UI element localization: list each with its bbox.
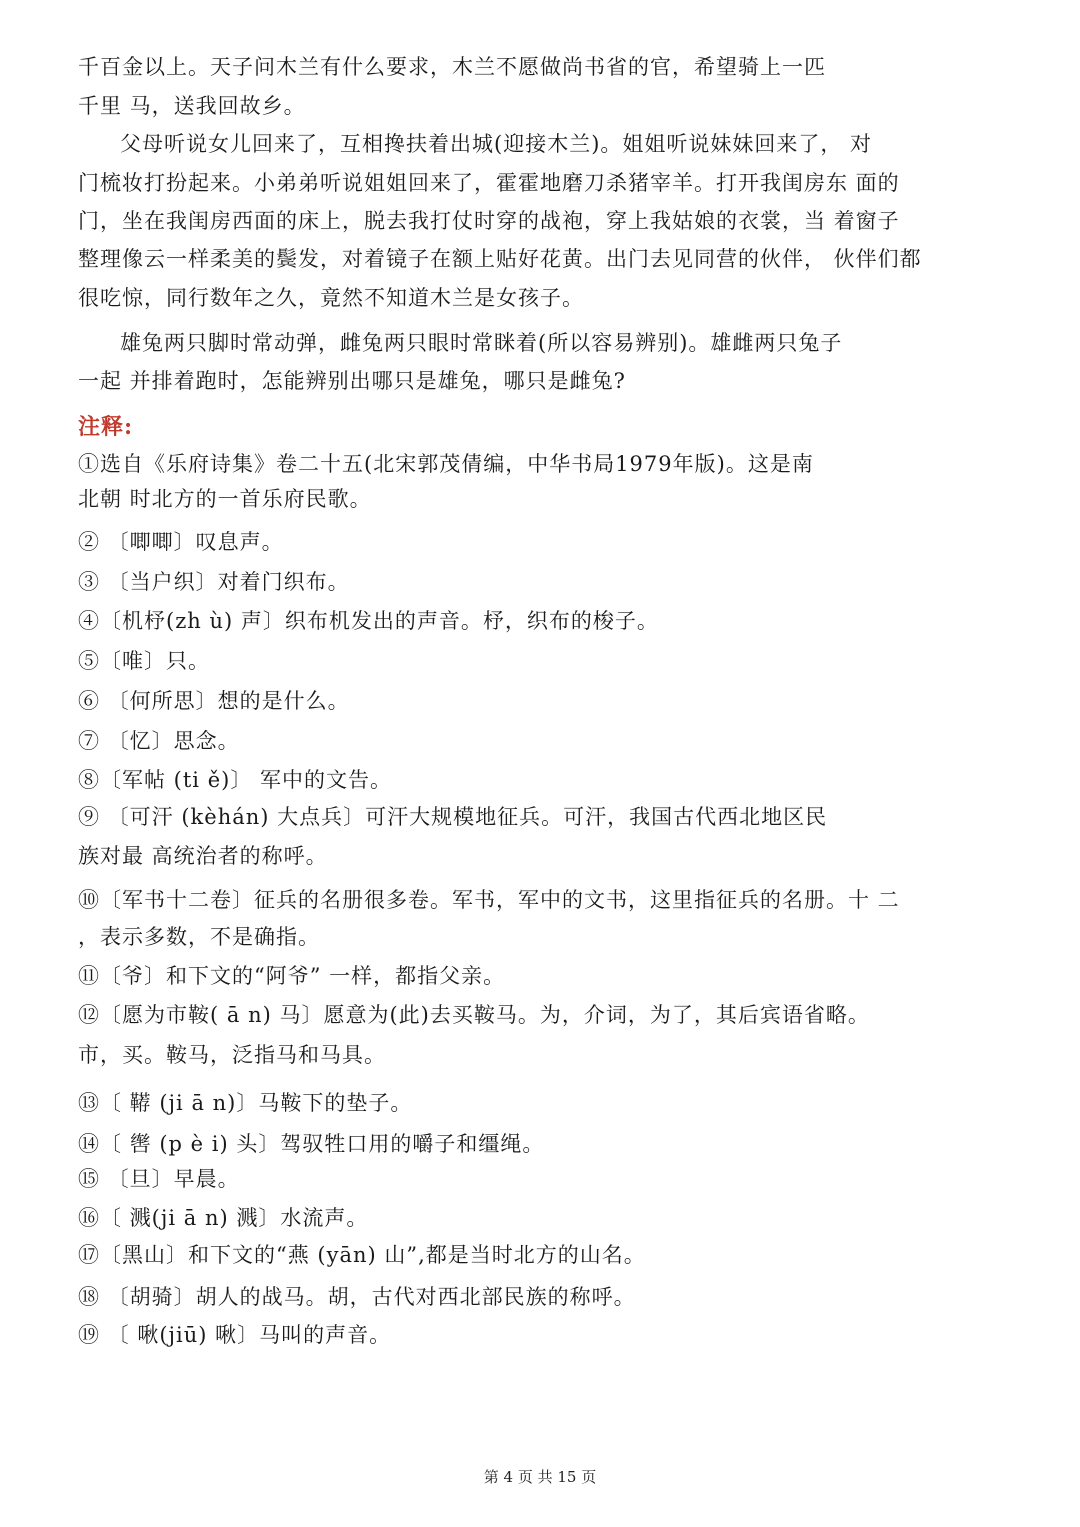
note-line: 族对最 高统治者的称呼。 (78, 844, 328, 868)
note-item: ⑱ 〔胡骑〕胡人的战马。胡，古代对西北部民族的称呼。 (78, 1285, 636, 1309)
note-item: ③ 〔当户织〕对着门织布。 (78, 570, 350, 594)
note-line: 市，买。鞍马，泛指马和马具。 (78, 1043, 386, 1067)
note-item: ⑮ 〔旦〕早晨。 (78, 1167, 240, 1191)
paragraph-line: 门梳妆打扮起来。小弟弟听说姐姐回来了，霍霍地磨刀杀猪宰羊。打开我闺房东 面的 (78, 171, 900, 195)
paragraph-line: 很吃惊，同行数年之久，竟然不知道木兰是女孩子。 (78, 286, 584, 310)
notes-heading: 注释: (78, 414, 134, 440)
note-item: ⑧〔军帖 (ti ě)〕 军中的文告。 (78, 768, 392, 792)
note-item: ② 〔唧唧〕叹息声。 (78, 530, 284, 554)
paragraph-line: 一起 并排着跑时，怎能辨别出哪只是雄兔，哪只是雌兔? (78, 369, 626, 393)
note-item: ④〔机杼(zh ù) 声〕织布机发出的声音。杼，织布的梭子。 (78, 609, 659, 633)
paragraph-line: 千里 马，送我回故乡。 (78, 94, 306, 118)
paragraph-line: 整理像云一样柔美的鬓发，对着镜子在额上贴好花黄。出门去见同营的伙伴， 伙伴们都 (78, 247, 922, 271)
note-line: ，表示多数，不是确指。 (78, 925, 320, 949)
note-line: ⑫〔愿为市鞍( ā n) 马〕愿意为(此)去买鞍马。为，介词，为了，其后宾语省略。 (78, 1003, 870, 1027)
note-item: ⑤〔唯〕只。 (78, 649, 210, 673)
note-line: ⑩〔军书十二卷〕征兵的名册很多卷。军书，军中的文书，这里指征兵的名册。十 二 (78, 888, 900, 912)
note-item: ⑲ 〔 啾(jiū) 啾〕马叫的声音。 (78, 1323, 392, 1347)
paragraph-line: 门，坐在我闺房西面的床上，脱去我打仗时穿的战袍，穿上我姑娘的衣裳，当 着窗子 (78, 209, 900, 233)
note-line: 北朝 时北方的一首乐府民歌。 (78, 487, 372, 511)
note-item: ⑥ 〔何所思〕想的是什么。 (78, 689, 350, 713)
note-item: ⑬〔 鞯 (ji ā n)〕马鞍下的垫子。 (78, 1091, 413, 1115)
note-line: ①选自《乐府诗集》卷二十五(北宋郭茂倩编，中华书局1979年版)。这是南 (78, 452, 814, 476)
note-item: ⑦ 〔忆〕思念。 (78, 729, 240, 753)
paragraph-line: 千百金以上。天子问木兰有什么要求，木兰不愿做尚书省的官，希望骑上一匹 (78, 55, 826, 79)
paragraph-line: 父母听说女儿回来了，互相搀扶着出城(迎接木兰)。姐姐听说妹妹回来了， 对 (120, 132, 873, 156)
page-number: 第 4 页 共 15 页 (483, 1468, 597, 1486)
note-item: ⑪〔爷〕和下文的“阿爷” 一样，都指父亲。 (78, 964, 506, 988)
note-line: ⑨ 〔可汗 (kèhán) 大点兵〕可汗大规模地征兵。可汗，我国古代西北地区民 (78, 805, 828, 829)
note-item: ⑯〔 溅(ji ā n) 溅〕水流声。 (78, 1206, 369, 1230)
paragraph-line: 雄兔两只脚时常动弹，雌兔两只眼时常眯着(所以容易辨别)。雄雌两只兔子 (120, 331, 843, 355)
note-item: ⑭〔 辔 (p è i) 头〕驾驭牲口用的嚼子和缰绳。 (78, 1132, 545, 1156)
note-item: ⑰〔黑山〕和下文的“燕 (yān) 山”,都是当时北方的山名。 (78, 1243, 646, 1267)
